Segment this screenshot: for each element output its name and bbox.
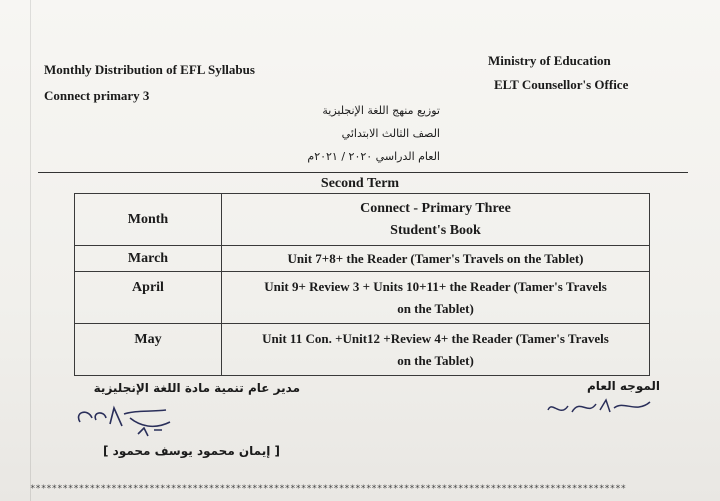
syllabus-table: [74, 193, 650, 376]
month-column-header: Month: [75, 194, 222, 246]
content-line2: on the Tablet): [397, 352, 474, 368]
content-line1: Unit 11 Con. +Unit12 +Review 4+ the Reader (Tamer's Travels: [262, 330, 609, 346]
month-cell: April: [75, 272, 222, 324]
handwritten-signature-right: [540, 388, 660, 424]
book-column-line1: Connect - Primary Three: [360, 200, 511, 216]
page-fold: [30, 0, 31, 501]
content-line1: Unit 9+ Review 3 + Units 10+11+ the Reader (Tamer's Travels: [264, 278, 607, 294]
book-column-line2: Student's Book: [390, 222, 481, 238]
arabic-title: توزيع منهج اللغة الإنجليزية: [322, 104, 440, 117]
content-line2: on the Tablet): [397, 300, 474, 316]
office-name: ELT Counsellor's Office: [494, 77, 629, 92]
month-cell: March: [75, 246, 222, 272]
left-signatory-name: [ إيمان محمود يوسف محمود ]: [103, 444, 280, 458]
header-divider: [38, 172, 688, 173]
content-line1: Unit 7+8+ the Reader (Tamer's Travels on the Tablet): [287, 250, 584, 266]
right-signatory-title: الموجه العام: [587, 379, 660, 393]
table-header-row: [75, 194, 650, 246]
arabic-year: العام الدراسي ٢٠٢٠ / ٢٠٢١م: [307, 150, 440, 163]
handwritten-signature-left: [70, 400, 210, 444]
document-subtitle: Connect primary 3: [44, 88, 150, 103]
content-cell: [222, 324, 650, 376]
document-title: Monthly Distribution of EFL Syllabus: [44, 62, 255, 77]
content-cell: [222, 246, 650, 272]
ministry-name: Ministry of Education: [488, 53, 611, 68]
term-heading: Second Term: [320, 176, 400, 191]
book-column-header: [222, 194, 650, 246]
table-row: [75, 246, 650, 272]
table-row: [75, 272, 650, 324]
table-row: [75, 324, 650, 376]
arabic-grade: الصف الثالث الابتدائي: [341, 127, 440, 140]
content-cell: [222, 272, 650, 324]
footer-star-border: **************************************************************************************************************: [30, 484, 627, 494]
left-signatory-title: مدير عام تنمية مادة اللغة الإنجليزية: [93, 381, 300, 395]
month-cell: May: [75, 324, 222, 376]
